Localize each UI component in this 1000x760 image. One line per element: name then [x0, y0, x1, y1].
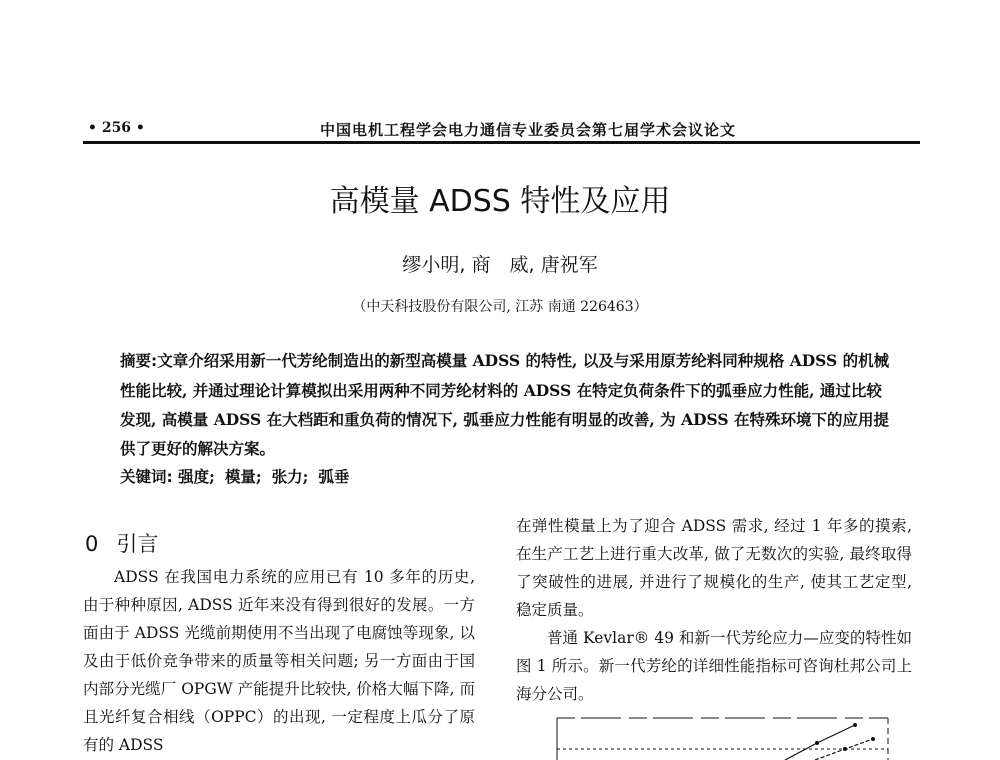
- keyword: 模量;: [224, 467, 262, 486]
- section-heading: [85, 528, 158, 558]
- body-paragraph: 在弹性模量上为了迎合 ADSS 需求, 经过 1 年多的摸索, 在生产工艺上进行重大改革, 做了无数次的实验, 最终取得了突破性的进展, 并进行了规模化的生产, 使其工艺定型, 稳定质量。: [516, 517, 912, 619]
- affiliation: （中天科技股份有限公司, 江苏 南通 226463）: [352, 299, 648, 315]
- abstract-text: 文章介绍采用新一代芳纶制造出的新型高模量 ADSS 的特性, 以及与采用原芳纶料同种规格 ADSS 的机械性能比较, 并通过理论计算模拟出采用两种不同芳纶材料的 ADSS 在特定负荷条件下的弧垂应力性能, 通过比较发现, 高模量 ADSS 在大档距和重负荷的情况下, 弧垂应力性能有明显的改善, 为 ADSS 在特殊环境下的应用提供了更好的解决方案。: [120, 351, 890, 458]
- abstract-label: 摘要:: [120, 352, 158, 370]
- section-title: 引言: [116, 532, 159, 556]
- figure-1-graphic: [555, 713, 890, 760]
- paper-title: 高模量 ADSS 特性及应用: [329, 184, 671, 219]
- abstract: [120, 346, 890, 463]
- authors: 缪小明, 商 威, 唐祝军: [402, 254, 598, 276]
- keyword: 强度;: [178, 467, 215, 486]
- section-number: 0: [85, 532, 99, 556]
- keyword: 张力;: [271, 467, 309, 486]
- left-column: [83, 563, 475, 759]
- running-header: 中国电机工程学会电力通信专业委员会第七届学术会议论文: [320, 121, 737, 139]
- figure-1-stress-strain-chart: [555, 713, 890, 760]
- header-rule: [83, 141, 920, 144]
- body-paragraph: 普通 Kevlar® 49 和新一代芳纶应力—应变的特性如图 1 所示。新一代芳纶的详细性能指标可咨询杜邦公司上海分公司。: [516, 629, 912, 703]
- page-number: • 256 •: [88, 120, 145, 136]
- keyword: 弧垂: [318, 467, 350, 486]
- keywords: [120, 465, 349, 487]
- keywords-label: 关键词:: [120, 468, 173, 486]
- body-paragraph: ADSS 在我国电力系统的应用已有 10 多年的历史, 由于种种原因, ADSS 近年来没有得到很好的发展。一方面由于 ADSS 光缆前期使用不当出现了电腐蚀等现象, 以及由于低价竞争带来的质量等相关问题; 另一方面由于国内部分光缆厂 OPGW 产能提升比较快, 价格大幅下降, 而且光纤复合相线（OPPC）的出现, 一定程度上瓜分了原有的 ADSS: [83, 568, 475, 754]
- right-column: [516, 512, 912, 708]
